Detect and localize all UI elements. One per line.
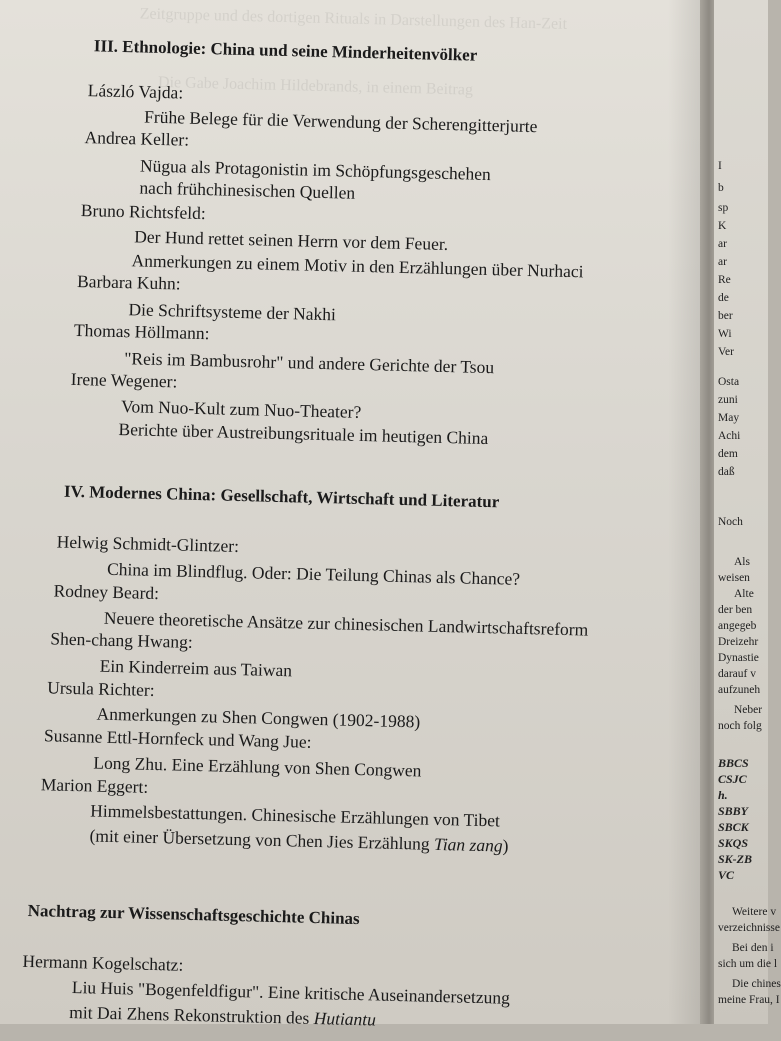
abbreviation: h. — [718, 788, 728, 803]
right-page-fragment: meine Frau, I — [718, 994, 780, 1006]
entry-title-text: ) — [502, 836, 508, 856]
right-page-fragment: angegeb — [718, 620, 756, 632]
right-page-fragment: sp — [718, 202, 728, 214]
right-page-fragment: dem — [718, 448, 738, 460]
abbreviation: SK-ZB — [718, 852, 752, 867]
abbreviation: CSJC — [718, 772, 747, 787]
entry-title — [89, 825, 508, 855]
abbreviation: BBCS — [718, 756, 749, 771]
abbreviation: SBBY — [718, 804, 748, 819]
entry-author: Helwig Schmidt-Glintzer: — [57, 532, 240, 556]
right-page-fragment: de — [718, 292, 729, 304]
right-page-fragment: ar — [718, 238, 727, 250]
right-page-fragment: Ver — [718, 346, 734, 358]
entry-author: Rodney Beard: — [53, 580, 159, 603]
entry-title: "Reis im Bambusrohr" und andere Gerichte der Tsou — [124, 348, 494, 377]
entry-title: Vom Nuo-Kult zum Nuo-Theater? — [121, 396, 362, 422]
right-page-fragment: verzeichnisse — [718, 922, 780, 934]
entry-title: Die Schriftsysteme der Nakhi — [128, 299, 336, 324]
entry-author: Hermann Kogelschatz: — [22, 951, 183, 975]
right-page-fragment: Dreizehr — [718, 636, 758, 648]
right-page-fragment: ar — [718, 256, 727, 268]
right-page-fragment: Osta — [718, 376, 739, 388]
entry-author: Ursula Richter: — [47, 677, 155, 700]
right-page-fragment: Weitere v — [732, 906, 776, 918]
right-page-fragment: Re — [718, 274, 731, 286]
entry-author: Marion Eggert: — [41, 774, 149, 797]
entry-title-text: mit Dai Zhens Rekonstruktion des — [69, 1002, 314, 1028]
right-page-fragment: darauf v — [718, 668, 756, 680]
bleed-through-text: Die Gabe Joachim Hildebrands, in einem Beitrag — [158, 74, 473, 100]
section-heading: IV. Modernes China: Gesellschaft, Wirtschaft und Literatur — [64, 482, 500, 513]
entry-title: Anmerkungen zu Shen Congwen (1902-1988) — [96, 704, 420, 732]
entry-title: nach frühchinesischen Quellen — [139, 177, 355, 202]
entry-title: Liu Huis "Bogenfeldfigur". Eine kritische Auseinandersetzung — [72, 977, 510, 1008]
section-heading: Nachtrag zur Wissenschaftsgeschichte Chinas — [28, 901, 360, 929]
abbreviation: VC — [718, 868, 734, 883]
entry-author: Irene Wegener: — [71, 369, 178, 392]
entry-title: Frühe Belege für die Verwendung der Scherengitterjurte — [144, 107, 538, 137]
entry-author: Barbara Kuhn: — [77, 271, 181, 294]
right-page-fragment: Alte — [734, 588, 754, 600]
right-page-fragment: I — [718, 160, 722, 172]
entry-title: Berichte über Austreibungsrituale im heutigen China — [118, 419, 488, 448]
right-page-fragment: der ben — [718, 604, 752, 616]
entry-title-text: (mit einer Übersetzung von Chen Jies Erzählung — [89, 825, 434, 853]
entry-title: Anmerkungen zu einem Motiv in den Erzählungen über Nurhaci — [131, 250, 583, 281]
right-book-page — [714, 0, 768, 1024]
entry-title: China im Blindflug. Oder: Die Teilung Chinas als Chance? — [107, 559, 520, 589]
right-page-fragment: aufzuneh — [718, 684, 760, 696]
right-page-fragment: sich um die l — [718, 958, 777, 970]
right-page-fragment: K — [718, 220, 726, 232]
right-page-fragment: daß — [718, 466, 735, 478]
entry-author: László Vajda: — [88, 80, 184, 102]
entry-author: Susanne Ettl-Hornfeck und Wang Jue: — [44, 725, 312, 752]
right-page-fragment: Als — [734, 556, 750, 568]
section-heading: III. Ethnologie: China und seine Minderheitenvölker — [94, 36, 478, 65]
entry-title: Neuere theoretische Ansätze zur chinesischen Landwirtschaftsreform — [104, 608, 589, 640]
right-page-fragment: noch folg — [718, 720, 762, 732]
right-page-fragment: ber — [718, 310, 733, 322]
entry-author: Shen-chang Hwang: — [50, 628, 193, 651]
entry-title: Long Zhu. Eine Erzählung von Shen Congwen — [93, 753, 421, 781]
right-page-fragment: Neber — [734, 704, 762, 716]
entry-title: Himmelsbestattungen. Chinesische Erzählungen von Tibet — [90, 800, 500, 830]
entry-author: Andrea Keller: — [84, 127, 189, 150]
abbreviation: SKQS — [718, 836, 748, 851]
right-page-fragment: Achi — [718, 430, 740, 442]
right-page-fragment: Die chines — [732, 978, 781, 990]
right-page-fragment: b — [718, 182, 724, 194]
entry-title: Nügua als Protagonistin im Schöpfungsgeschehen — [140, 155, 491, 184]
entry-title: Der Hund rettet seinen Herrn vor dem Feuer. — [134, 226, 448, 254]
right-page-fragment: weisen — [718, 572, 750, 584]
right-page-fragment: Wi — [718, 328, 732, 340]
entry-author: Bruno Richtsfeld: — [81, 200, 206, 223]
right-page-fragment: Bei den i — [732, 942, 774, 954]
bleed-through-text: Zeitgruppe und des dortigen Rituals in Darstellungen des Han-Zeit — [139, 5, 567, 33]
entry-title — [69, 1002, 376, 1029]
entry-title-italic: Tian zang — [434, 834, 503, 856]
right-page-fragment: zuni — [718, 394, 738, 406]
abbreviation: SBCK — [718, 820, 749, 835]
right-page-fragment: May — [718, 412, 739, 424]
entry-title: Ein Kinderreim aus Taiwan — [100, 656, 293, 681]
right-page-fragment: Dynastie — [718, 652, 759, 664]
right-page-fragment: Noch — [718, 516, 743, 528]
entry-author: Thomas Höllmann: — [74, 320, 210, 343]
entry-title-italic: Hutiantu — [313, 1008, 376, 1030]
